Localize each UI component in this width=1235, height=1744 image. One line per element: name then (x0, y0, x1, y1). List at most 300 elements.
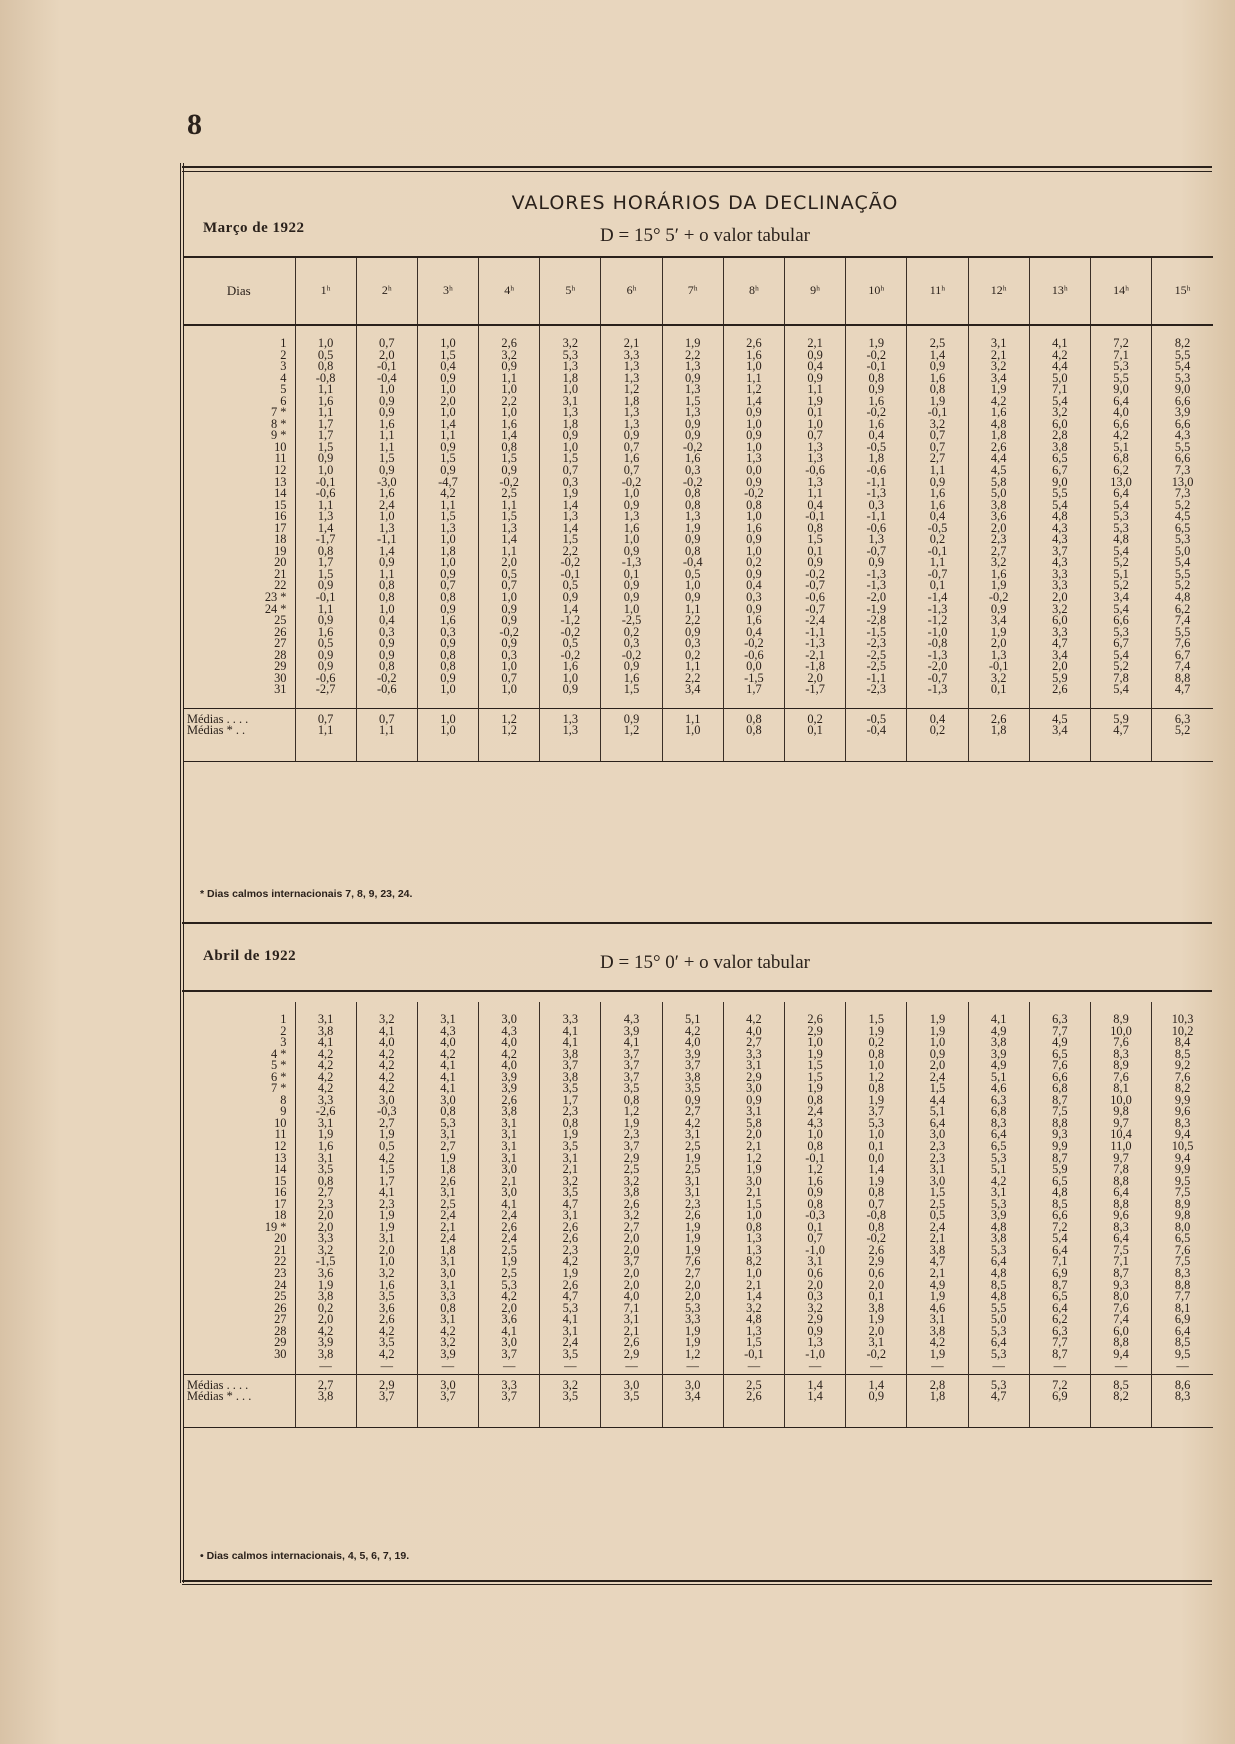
medias-value: 3,3 (479, 1375, 540, 1392)
value-cell: 2,1 (907, 1268, 968, 1280)
value-cell: 4,3 (1029, 523, 1090, 535)
value-cell: 2,3 (356, 1199, 417, 1211)
end-cell (1152, 1403, 1213, 1428)
value-cell: 3,5 (540, 1141, 601, 1153)
dash-cell: — (601, 1360, 662, 1375)
value-cell: 1,4 (723, 396, 784, 408)
value-cell: 1,4 (417, 419, 478, 431)
value-cell: 7,2 (1029, 1222, 1090, 1234)
value-cell: 5,2 (1090, 557, 1151, 569)
value-cell: 10,0 (1090, 1095, 1151, 1107)
value-cell: 8,2 (1152, 1083, 1213, 1095)
value-cell: 0,8 (846, 373, 907, 385)
value-cell: 2,6 (785, 1014, 846, 1026)
value-cell: -1,5 (723, 673, 784, 685)
value-cell: 8,5 (1152, 1337, 1213, 1349)
medias-calm-value: 3,7 (479, 1391, 540, 1403)
value-cell: 0,8 (662, 546, 723, 558)
day-cell: 23 * (264, 590, 287, 605)
value-cell: 0,0 (723, 661, 784, 673)
value-cell: 0,8 (295, 361, 356, 373)
value-cell: 7,3 (1152, 465, 1213, 477)
value-cell: 0,9 (356, 650, 417, 662)
value-cell: 1,9 (662, 523, 723, 535)
value-cell: 6,4 (1090, 1233, 1151, 1245)
value-cell: 1,6 (907, 373, 968, 385)
day-cell: 5 (280, 382, 287, 397)
value-cell: 9,8 (1152, 1210, 1213, 1222)
value-cell: 0,7 (785, 1233, 846, 1245)
value-cell: 0,9 (723, 569, 784, 581)
value-cell: 2,6 (723, 338, 784, 350)
value-cell: 4,9 (968, 1060, 1029, 1072)
value-cell: 6,5 (1029, 1049, 1090, 1061)
value-cell: 1,5 (723, 1337, 784, 1349)
value-cell: -1,5 (295, 1256, 356, 1268)
value-cell: 1,3 (662, 384, 723, 396)
value-cell: 1,4 (907, 350, 968, 362)
value-cell: 1,8 (540, 373, 601, 385)
value-cell: 3,1 (417, 1014, 478, 1026)
value-cell: 5,4 (1029, 396, 1090, 408)
value-cell: 1,9 (907, 396, 968, 408)
value-cell: 4,3 (1029, 557, 1090, 569)
value-cell: 0,5 (540, 580, 601, 592)
day-cell: 22 (274, 1254, 287, 1269)
value-cell: 2,1 (968, 350, 1029, 362)
value-cell: 1,3 (662, 407, 723, 419)
day-cell: 26 (274, 624, 287, 639)
medias-value: 5,9 (1090, 708, 1151, 725)
table-row (183, 684, 1213, 696)
value-cell: 1,6 (785, 1176, 846, 1188)
value-cell: 1,9 (662, 1222, 723, 1234)
medias-calm-value: 5,2 (1152, 725, 1213, 737)
value-cell: 5,3 (1090, 361, 1151, 373)
medias-calm-row (183, 1391, 1213, 1403)
value-cell: 3,7 (540, 1060, 601, 1072)
value-cell: 1,0 (601, 488, 662, 500)
value-cell: 6,6 (1029, 1072, 1090, 1084)
value-cell: 3,8 (295, 1291, 356, 1303)
value-cell: 4,5 (968, 465, 1029, 477)
value-cell: 6,5 (1152, 523, 1213, 535)
dash-cell: — (1152, 1360, 1213, 1375)
value-cell: 3,7 (479, 1349, 540, 1361)
value-cell: 6,6 (1152, 396, 1213, 408)
value-cell: 2,0 (968, 638, 1029, 650)
medias-value: 0,7 (356, 708, 417, 725)
value-cell: 0,3 (785, 1291, 846, 1303)
medias-value: 3,0 (417, 1375, 478, 1392)
day-cell: 20 (274, 1231, 287, 1246)
value-cell: 5,4 (1090, 546, 1151, 558)
value-cell: 1,6 (356, 488, 417, 500)
value-cell: 3,1 (662, 1187, 723, 1199)
value-cell: 2,3 (540, 1106, 601, 1118)
value-cell: 0,9 (417, 673, 478, 685)
value-cell: 1,3 (540, 361, 601, 373)
value-cell: 4,8 (968, 1222, 1029, 1234)
value-cell: 2,4 (417, 1210, 478, 1222)
value-cell: 1,0 (907, 1037, 968, 1049)
day-cell: 20 (274, 555, 287, 570)
medias-calm-value: 1,2 (479, 725, 540, 737)
value-cell: 3,1 (417, 1256, 478, 1268)
value-cell: 9,8 (1090, 1106, 1151, 1118)
value-cell: 1,4 (846, 1164, 907, 1176)
value-cell: 1,7 (295, 430, 356, 442)
medias-calm-value: 3,7 (417, 1391, 478, 1403)
value-cell: 1,2 (785, 1164, 846, 1176)
value-cell: -2,3 (846, 638, 907, 650)
value-cell: 1,1 (785, 384, 846, 396)
value-cell: 8,4 (1152, 1037, 1213, 1049)
value-cell: 5,1 (662, 1014, 723, 1026)
value-cell: 4,9 (1029, 1037, 1090, 1049)
value-cell: 8,8 (1152, 673, 1213, 685)
medias-value: 1,4 (846, 1375, 907, 1392)
value-cell: 1,0 (479, 592, 540, 604)
day-cell: 24 * (264, 601, 287, 616)
value-cell: 1,0 (295, 465, 356, 477)
value-cell: 5,8 (723, 1118, 784, 1130)
value-cell: 0,4 (907, 511, 968, 523)
value-cell: -0,1 (540, 569, 601, 581)
value-cell: 1,9 (662, 1326, 723, 1338)
value-cell: 6,4 (968, 1129, 1029, 1141)
value-cell: 5,2 (1090, 661, 1151, 673)
value-cell: 3,8 (907, 1326, 968, 1338)
value-cell: 0,8 (785, 1141, 846, 1153)
value-cell: 5,9 (1029, 673, 1090, 685)
value-cell: 0,5 (356, 1141, 417, 1153)
value-cell: 2,7 (601, 1222, 662, 1234)
value-cell: 3,1 (907, 1164, 968, 1176)
value-cell: 6,6 (1029, 1210, 1090, 1222)
value-cell: 2,6 (356, 1314, 417, 1326)
value-cell: 8,5 (968, 1280, 1029, 1292)
value-cell: 2,6 (846, 1245, 907, 1257)
end-cell (601, 1403, 662, 1428)
value-cell: 9,4 (1152, 1129, 1213, 1141)
value-cell: -2,3 (846, 684, 907, 696)
value-cell: 4,7 (1152, 684, 1213, 696)
value-cell: 1,0 (723, 546, 784, 558)
value-cell: 1,2 (846, 1072, 907, 1084)
value-cell: 1,5 (417, 511, 478, 523)
value-cell: 1,9 (723, 1164, 784, 1176)
hour-header: 9ʰ (785, 257, 846, 325)
value-cell: -0,1 (785, 511, 846, 523)
value-cell: 7,1 (1029, 1256, 1090, 1268)
value-cell: -2,6 (295, 1106, 356, 1118)
value-cell: 5,5 (1029, 488, 1090, 500)
value-cell: 4,0 (417, 1037, 478, 1049)
value-cell: 4,2 (417, 1049, 478, 1061)
day-cell: 18 (274, 532, 287, 547)
value-cell: -0,1 (295, 592, 356, 604)
value-cell: 0,9 (907, 477, 968, 489)
value-cell: 0,5 (479, 569, 540, 581)
value-cell: 0,9 (479, 604, 540, 616)
value-cell: 3,3 (723, 1049, 784, 1061)
value-cell: 5,5 (1152, 569, 1213, 581)
end-cell (540, 737, 601, 762)
medias-value: 1,3 (540, 708, 601, 725)
value-cell: -0,1 (356, 361, 417, 373)
value-cell: 2,6 (601, 1199, 662, 1211)
value-cell: 0,9 (601, 580, 662, 592)
value-cell: -0,3 (356, 1106, 417, 1118)
value-cell: 5,3 (1090, 511, 1151, 523)
value-cell: 4,4 (1029, 361, 1090, 373)
value-cell: 8,2 (1152, 338, 1213, 350)
value-cell: -0,4 (356, 373, 417, 385)
hour-header: 12ʰ (968, 257, 1029, 325)
value-cell: 3,2 (417, 1337, 478, 1349)
day-cell: 30 (274, 670, 287, 685)
value-cell: 7,4 (1090, 1314, 1151, 1326)
end-cell (662, 1403, 723, 1428)
value-cell: 2,5 (601, 1164, 662, 1176)
value-cell: 7,6 (662, 1256, 723, 1268)
medias-calm-value: 3,4 (662, 1391, 723, 1403)
value-cell: 1,1 (907, 557, 968, 569)
value-cell: 0,9 (785, 557, 846, 569)
value-cell: 1,3 (662, 511, 723, 523)
value-cell: 6,4 (1090, 396, 1151, 408)
table-end-row (183, 737, 1213, 762)
value-cell: 2,0 (417, 396, 478, 408)
value-cell: 7,8 (1090, 673, 1151, 685)
value-cell: 3,8 (540, 1072, 601, 1084)
value-cell: 2,4 (785, 1106, 846, 1118)
medias-value: 7,2 (1029, 1375, 1090, 1392)
day-cell: 18 (274, 1208, 287, 1223)
value-cell: 0,9 (540, 684, 601, 696)
medias-calm-value: 1,4 (785, 1391, 846, 1403)
value-cell: 5,3 (417, 1118, 478, 1130)
medias-value: 8,5 (1090, 1375, 1151, 1392)
value-cell: 3,1 (295, 1153, 356, 1165)
value-cell: 5,2 (1152, 580, 1213, 592)
value-cell: 0,9 (295, 580, 356, 592)
day-cell: 19 (274, 543, 287, 558)
medias-calm-value: 1,0 (662, 725, 723, 737)
value-cell: 1,7 (540, 1095, 601, 1107)
value-cell: 1,6 (846, 419, 907, 431)
value-cell: 1,9 (356, 1210, 417, 1222)
value-cell: 0,6 (846, 1268, 907, 1280)
value-cell: 4,4 (968, 453, 1029, 465)
value-cell: -0,5 (846, 442, 907, 454)
value-cell: 2,7 (662, 1268, 723, 1280)
value-cell: 0,8 (846, 1222, 907, 1234)
value-cell: 3,2 (601, 1210, 662, 1222)
value-cell: 7,1 (1090, 350, 1151, 362)
value-cell: 2,4 (417, 1233, 478, 1245)
value-cell: 0,9 (723, 534, 784, 546)
value-cell: 8,3 (1152, 1268, 1213, 1280)
value-cell: 3,8 (968, 1037, 1029, 1049)
value-cell: 1,9 (295, 1129, 356, 1141)
value-cell: 1,6 (295, 1141, 356, 1153)
end-cell (479, 737, 540, 762)
day-cell: 15 (274, 497, 287, 512)
medias-calm-value: 0,8 (723, 725, 784, 737)
value-cell: -1,9 (846, 604, 907, 616)
value-cell: 1,0 (662, 580, 723, 592)
day-cell: 7 * (271, 1081, 287, 1096)
value-cell: -0,7 (785, 580, 846, 592)
value-cell: 0,9 (540, 430, 601, 442)
spacer-cell (183, 696, 295, 709)
value-cell: 4,3 (1152, 430, 1213, 442)
value-cell: 1,9 (968, 627, 1029, 639)
value-cell: 1,9 (907, 1026, 968, 1038)
value-cell: 3,3 (662, 1314, 723, 1326)
value-cell: -1,1 (356, 534, 417, 546)
value-cell: 1,9 (479, 1256, 540, 1268)
value-cell: 0,9 (785, 350, 846, 362)
day-cell: 19 * (264, 1219, 287, 1234)
value-cell: 1,0 (723, 1268, 784, 1280)
value-cell: 0,3 (662, 465, 723, 477)
value-cell: 7,1 (1029, 384, 1090, 396)
spacer-cell (183, 325, 295, 338)
day-cell: 8 * (271, 416, 287, 431)
spacer-cell (356, 696, 417, 709)
value-cell: 7,1 (601, 1303, 662, 1315)
value-cell: 3,3 (295, 1095, 356, 1107)
value-cell: 1,4 (540, 500, 601, 512)
dias-header: Dias (183, 257, 295, 325)
value-cell: 0,7 (907, 430, 968, 442)
value-cell: 0,9 (356, 396, 417, 408)
value-cell: 2,5 (417, 1199, 478, 1211)
value-cell: 6,5 (1029, 453, 1090, 465)
value-cell: 7,5 (1029, 1106, 1090, 1118)
value-cell: 5,5 (968, 1303, 1029, 1315)
value-cell: 1,9 (968, 580, 1029, 592)
value-cell: 0,9 (479, 615, 540, 627)
value-cell: 1,9 (907, 1291, 968, 1303)
value-cell: 8,7 (1090, 1268, 1151, 1280)
end-cell (907, 737, 968, 762)
value-cell: -1,3 (846, 580, 907, 592)
value-cell: 9,9 (1152, 1164, 1213, 1176)
value-cell: 1,0 (417, 684, 478, 696)
value-cell: 1,0 (479, 684, 540, 696)
value-cell: 3,4 (968, 373, 1029, 385)
value-cell: 4,1 (540, 1037, 601, 1049)
value-cell: 1,9 (785, 396, 846, 408)
april-formula: D = 15° 0′ + o valor tabular (600, 952, 810, 973)
value-cell: 2,6 (540, 1222, 601, 1234)
value-cell: -0,3 (785, 1210, 846, 1222)
value-cell: 5,9 (1029, 1164, 1090, 1176)
value-cell: 6,6 (1090, 419, 1151, 431)
value-cell: 1,9 (417, 1153, 478, 1165)
value-cell: 7,6 (1090, 1072, 1151, 1084)
page-number: 8 (187, 108, 202, 141)
value-cell: 11,0 (1090, 1141, 1151, 1153)
value-cell: 3,2 (968, 361, 1029, 373)
end-cell (1029, 737, 1090, 762)
value-cell: 0,3 (356, 627, 417, 639)
value-cell: 1,3 (785, 477, 846, 489)
medias-value: 3,2 (540, 1375, 601, 1392)
value-cell: 6,0 (1029, 419, 1090, 431)
value-cell: 1,0 (601, 534, 662, 546)
value-cell: 3,1 (295, 1118, 356, 1130)
value-cell: 6,6 (1152, 419, 1213, 431)
value-cell: 3,5 (601, 1083, 662, 1095)
value-cell: 6,3 (968, 1095, 1029, 1107)
value-cell: 3,7 (601, 1060, 662, 1072)
value-cell: 10,3 (1152, 1014, 1213, 1026)
value-cell: -0,1 (785, 1153, 846, 1165)
value-cell: 0,8 (417, 1303, 478, 1315)
value-cell: 6,4 (1090, 1187, 1151, 1199)
value-cell: 3,1 (785, 1256, 846, 1268)
value-cell: 8,9 (1152, 1199, 1213, 1211)
value-cell: 1,9 (662, 1245, 723, 1257)
value-cell: 3,1 (907, 1314, 968, 1326)
value-cell: 0,3 (846, 500, 907, 512)
value-cell: 2,3 (907, 1141, 968, 1153)
value-cell: 2,6 (479, 1222, 540, 1234)
value-cell: 2,0 (723, 1129, 784, 1141)
value-cell: -3,0 (356, 477, 417, 489)
value-cell: 1,5 (479, 511, 540, 523)
value-cell: 0,9 (785, 373, 846, 385)
value-cell: 4,7 (540, 1291, 601, 1303)
value-cell: 1,3 (356, 523, 417, 535)
value-cell: 1,4 (479, 430, 540, 442)
value-cell: 1,3 (785, 453, 846, 465)
value-cell: 3,9 (968, 1210, 1029, 1222)
value-cell: 4,1 (356, 1187, 417, 1199)
value-cell: 1,7 (723, 684, 784, 696)
value-cell: -0,2 (356, 673, 417, 685)
value-cell: 5,0 (1029, 373, 1090, 385)
value-cell: 3,0 (479, 1337, 540, 1349)
value-cell: 7,5 (1152, 1187, 1213, 1199)
value-cell: 3,9 (417, 1349, 478, 1361)
value-cell: 0,4 (356, 615, 417, 627)
value-cell: -0,2 (846, 1349, 907, 1361)
value-cell: 0,7 (417, 580, 478, 592)
end-cell (356, 1403, 417, 1428)
value-cell: 3,9 (662, 1049, 723, 1061)
value-cell: -0,2 (540, 650, 601, 662)
value-cell: 3,8 (295, 1349, 356, 1361)
day-cell: 16 (274, 1185, 287, 1200)
value-cell: 1,0 (723, 361, 784, 373)
value-cell: 3,4 (662, 684, 723, 696)
dash-row (183, 1360, 1213, 1375)
value-cell: 1,3 (662, 361, 723, 373)
value-cell: 1,5 (295, 569, 356, 581)
value-cell: 2,1 (479, 1176, 540, 1188)
value-cell: 1,0 (417, 338, 478, 350)
value-cell: 3,9 (1152, 407, 1213, 419)
value-cell: 1,8 (417, 1245, 478, 1257)
day-cell: 8 (280, 1092, 287, 1107)
value-cell: 3,1 (479, 1153, 540, 1165)
